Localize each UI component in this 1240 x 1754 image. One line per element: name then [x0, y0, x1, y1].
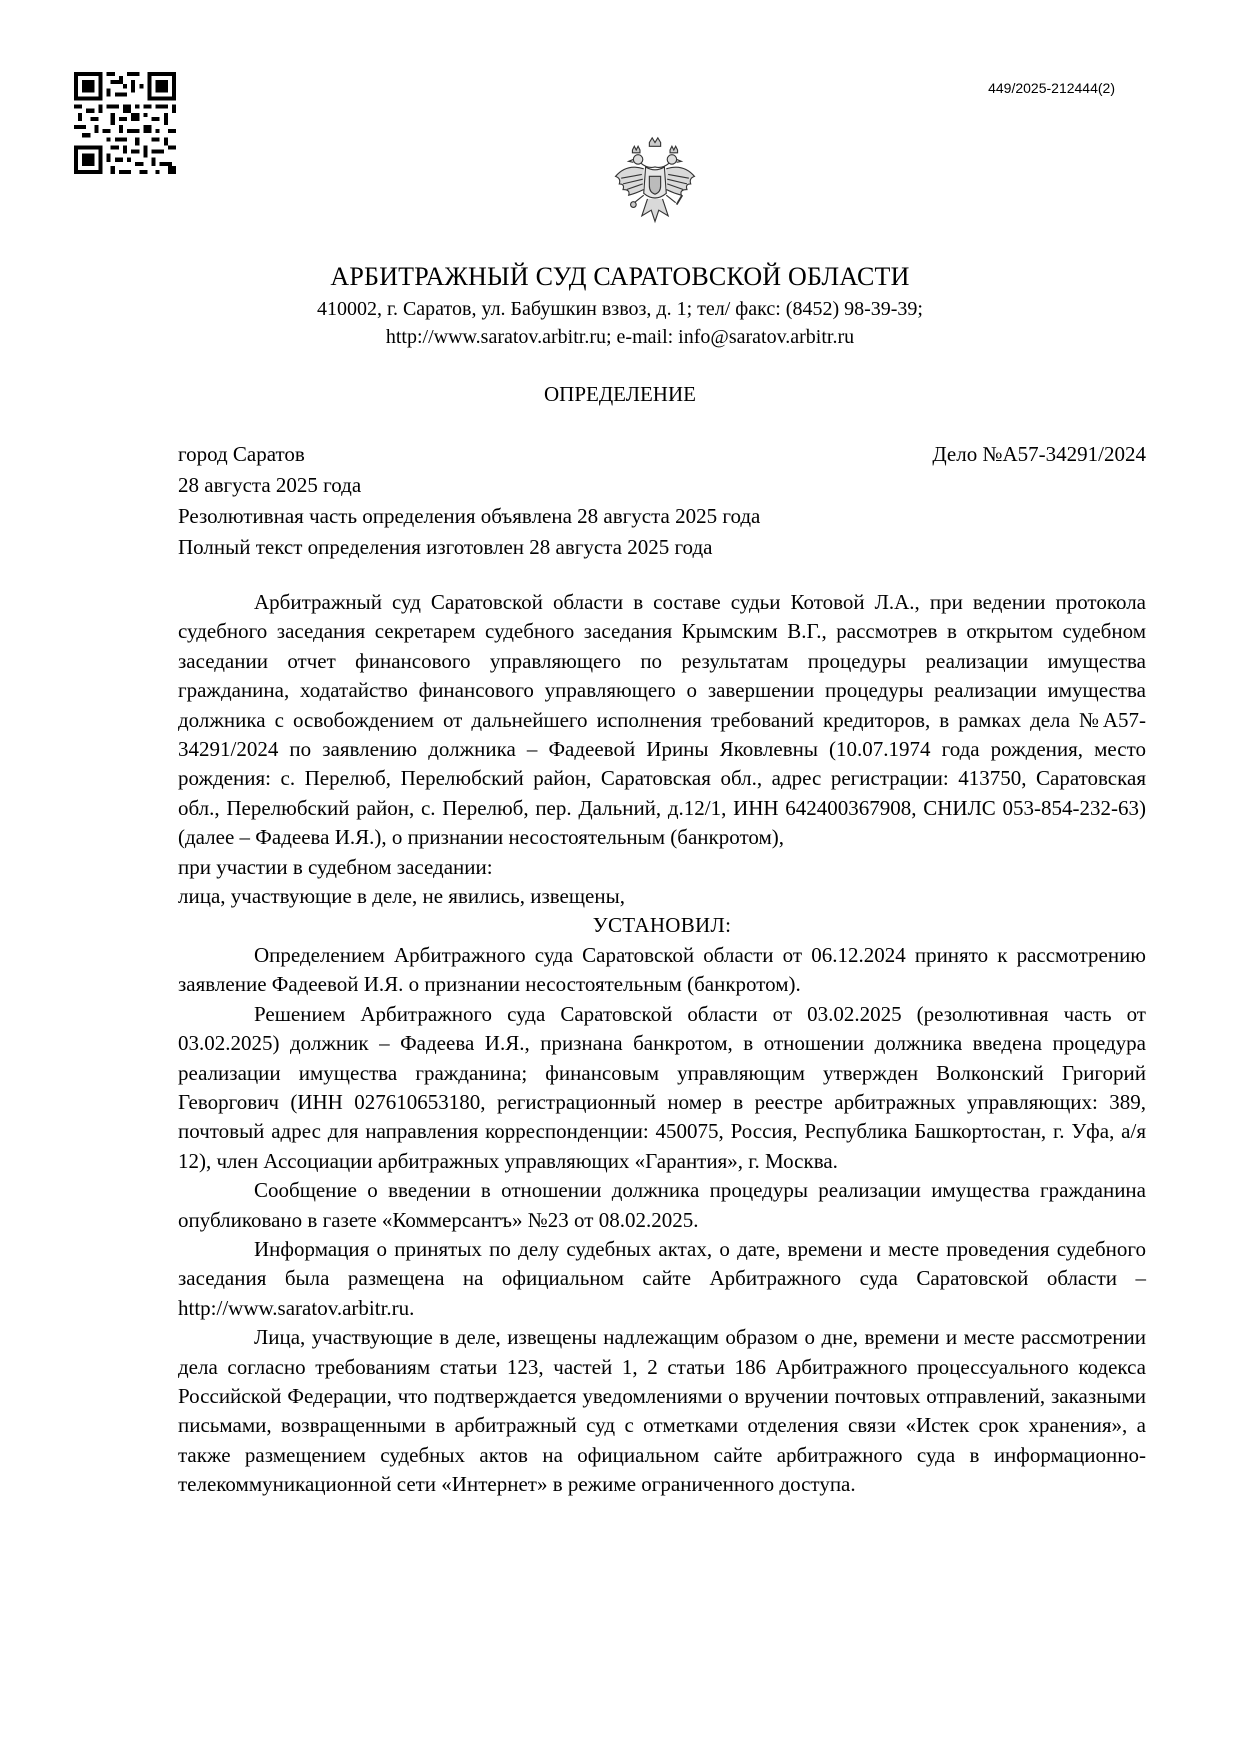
paragraph: Решением Арбитражного суда Саратовской области от 03.02.2025 (резолютивная часть от 03.02.2025) должник – Фадеева И.Я., признана банкротом, в отношении должника введена процедура реализации имущества гражданина; финансовым управляющим утвержден Волконский Григорий Геворгович (ИНН 027610653180, регистрационный номер в реестре арбитражных управляющих: 389, почтовый адрес для направления корреспонденции: 450075, Россия, Республика Башкортостан, г. Уфа, а/я 12), член Ассоциации арбитражных управляющих «Гарантия», г. Москва. [178, 1001, 1146, 1173]
absent-line: лица, участвующие в деле, не явились, извещены, [178, 884, 625, 909]
section-heading: УСТАНОВИЛ: [592, 913, 732, 938]
document-title: ОПРЕДЕЛЕНИЕ [544, 382, 696, 406]
document-body [178, 588, 1146, 1500]
paragraph: Информация о принятых по делу судебных актах, о дате, времени и месте проведения судебного заседания была размещена на официальном сайте Арбитражного суда Саратовской области – http://www.saratov.arbitr.ru. [178, 1236, 1146, 1320]
city: город Саратов [178, 442, 305, 466]
russian-coat-of-arms-icon [608, 134, 702, 230]
resolution-announcement: Резолютивная часть определения объявлена 28 августа 2025 года [178, 504, 761, 528]
qr-code-icon [74, 72, 176, 174]
full-text-date: Полный текст определения изготовлен 28 августа 2025 года [178, 535, 713, 559]
court-name: АРБИТРАЖНЫЙ СУД САРАТОВСКОЙ ОБЛАСТИ [330, 262, 910, 291]
paragraph: Лица, участвующие в деле, извещены надлежащим образом о дне, времени и месте рассмотрении дела согласно требованиям статьи 123, частей 1, 2 статьи 186 Арбитражного процессуального кодекса Российской Федерации, что подтверждается уведомлениями о вручении почтовых отправлений, заказными письмами, возвращенными в арбитражный суд с отметками отделения связи «Истек срок хранения», а также размещением судебных актов на официальном сайте арбитражного суда в информационно-телекоммуникационной сети «Интернет» в режиме ограниченного доступа. [178, 1325, 1146, 1497]
paragraph: Сообщение о введении в отношении должника процедуры реализации имущества гражданина опубликовано в газете «Коммерсантъ» №23 от 08.02.2025. [178, 1178, 1146, 1232]
intro-paragraph: Арбитражный суд Саратовской области в составе судьи Котовой Л.А., при ведении протокола судебного заседания секретарем судебного заседания Крымским В.Г., рассмотрев в открытом судебном заседании отчет финансового управляющего по результатам процедуры реализации имущества гражданина, ходатайство финансового управляющего о завершении процедуры реализации имущества должника с освобождением от дальнейшего исполнения требований кредиторов, в рамках дела №А57-34291/2024 по заявлению должника – Фадеевой Ирины Яковлевны (10.07.1974 года рождения, место рождения: с. Перелюб, Перелюбский район, Саратовская обл., адрес регистрации: 413750, Саратовская обл., Перелюбский район, с. Перелюб, пер. Дальний, д.12/1, ИНН 642400367908, СНИЛС 053-854-232-63) (далее – Фадеева И.Я.), о признании несостоятельным (банкротом), [178, 590, 1146, 850]
document-number: 449/2025-212444(2) [988, 80, 1115, 96]
participation-line: при участии в судебном заседании: [178, 854, 493, 879]
paragraph: Определением Арбитражного суда Саратовской области от 06.12.2024 принято к рассмотрению заявление Фадеевой И.Я. о признании несостоятельным (банкротом). [178, 942, 1146, 997]
court-address: 410002, г. Саратов, ул. Бабушкин взвоз, д. 1; тел/ факс: (8452) 98-39-39; [317, 298, 923, 320]
court-contacts: http://www.saratov.arbitr.ru; e-mail: info@saratov.arbitr.ru [385, 326, 855, 348]
decision-date: 28 августа 2025 года [178, 473, 362, 497]
case-number: Дело №А57-34291/2024 [932, 442, 1146, 466]
